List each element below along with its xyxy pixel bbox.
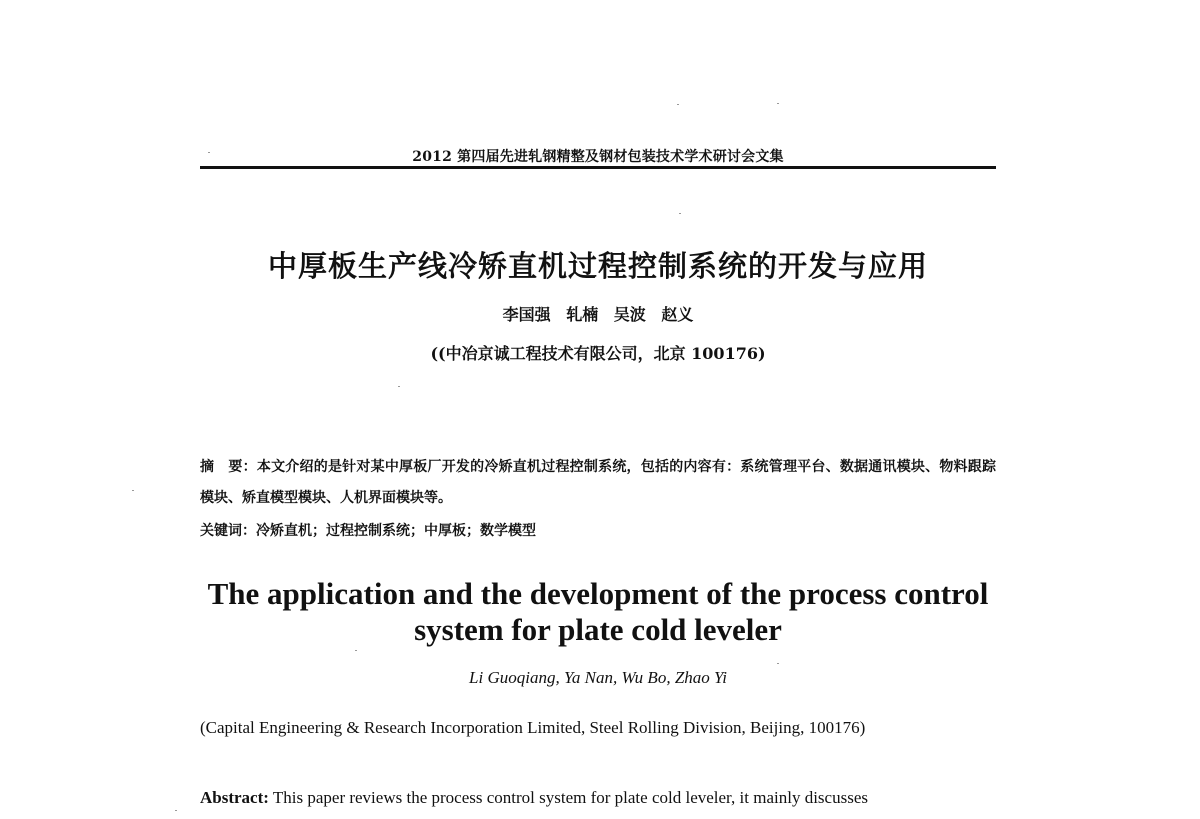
scan-speck bbox=[777, 103, 779, 104]
proceedings-header: 2012 第四届先进轧钢精整及钢材包装技术学术研讨会文集 bbox=[412, 149, 784, 165]
scan-speck bbox=[208, 152, 210, 153]
scan-speck bbox=[355, 650, 357, 651]
english-title: The application and the development of the process control system for plate cold leveler bbox=[207, 576, 989, 647]
chinese-abstract bbox=[200, 452, 996, 514]
scan-speck bbox=[175, 810, 177, 811]
chinese-abstract-label: 摘 要： bbox=[200, 459, 257, 475]
chinese-abstract-text: 本文介绍的是针对某中厚板厂开发的冷矫直机过程控制系统，包括的内容有：系统管理平台、数据通讯模块、物料跟踪模块、矫直模型模块、人机界面模块等。 bbox=[200, 459, 996, 506]
scan-speck bbox=[132, 490, 134, 491]
english-abstract bbox=[200, 788, 1020, 808]
chinese-title: 中厚板生产线冷矫直机过程控制系统的开发与应用 bbox=[267, 249, 928, 283]
english-abstract-text: This paper reviews the process control system for plate cold leveler, it mainly discusses bbox=[272, 788, 868, 807]
scan-speck bbox=[777, 663, 779, 664]
scan-speck bbox=[679, 213, 681, 214]
english-affiliation: (Capital Engineering & Research Incorporation Limited, Steel Rolling Division, Beijing, 100176) bbox=[200, 718, 866, 737]
chinese-keywords-label: 关键词： bbox=[200, 523, 256, 539]
chinese-keywords-text: 冷矫直机；过程控制系统；中厚板；数学模型 bbox=[256, 523, 536, 539]
scan-speck bbox=[398, 386, 400, 387]
header-rule bbox=[200, 166, 996, 169]
english-authors: Li Guoqiang, Ya Nan, Wu Bo, Zhao Yi bbox=[469, 668, 727, 687]
chinese-affiliation: ((中冶京诚工程技术有限公司，北京 100176) bbox=[430, 344, 766, 363]
scan-speck bbox=[677, 104, 679, 105]
english-abstract-label: Abstract: bbox=[200, 788, 269, 807]
chinese-keywords bbox=[200, 520, 996, 540]
chinese-authors: 李国强 轧楠 吴波 赵义 bbox=[502, 305, 694, 324]
